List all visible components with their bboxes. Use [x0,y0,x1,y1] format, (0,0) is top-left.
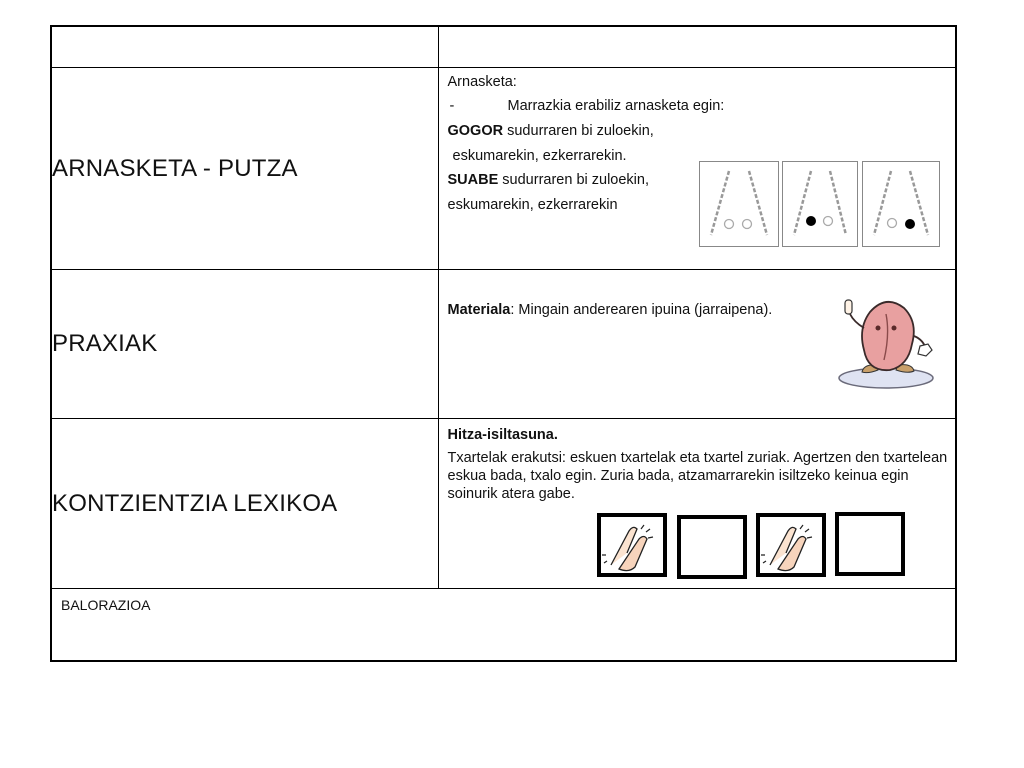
slide-table [50,25,957,662]
arnasketa-line-5 [448,170,650,190]
arnasketa-title: ARNASKETA - PUTZA [51,68,438,270]
kontzientzia-title: KONTZIENTZIA LEXIKOA [51,419,438,589]
header-row [51,26,956,68]
arnasketa-dash: - [449,98,455,114]
suabe-rest: sudurraren bi zuloekin, [498,172,649,188]
header-cell-right [438,26,956,68]
balorazioa-label: BALORAZIOA [61,597,151,613]
balorazioa-cell [51,589,956,662]
arnasketa-line-4: eskumarekin, ezkerrarekin. [452,148,627,164]
nose-left-closed-icon [782,161,858,247]
row-praxiak [51,270,956,419]
row-balorazioa [51,589,956,662]
arnasketa-line-1: Arnasketa: [447,74,517,90]
blank-card [835,512,905,576]
clapping-hands-card [597,513,667,577]
nose-right-closed-icon [862,161,940,247]
gogor-bold: GOGOR [447,123,504,139]
arnasketa-line-6: eskumarekin, ezkerrarekin [447,197,618,213]
clapping-hands-card [756,513,826,577]
nose-both-open-icon [699,161,779,247]
praxiak-title: PRAXIAK [51,270,438,419]
kontzientzia-paragraph: Txartelak erakutsi: eskuen txartelak eta txartel zuriak. Agertzen den txartelean eskua bada, txalo egin. Zuria bada, atzamarrarekin isiltzeko keinua egin soinurik atera gabe. [447,450,948,502]
materiala-bold: Materiala [447,302,511,318]
praxiak-content [438,270,956,419]
arnasketa-line-3 [448,121,654,141]
hitza-heading: Hitza-isiltasuna. [447,427,558,443]
header-cell-left [51,26,438,68]
blank-card [677,515,747,579]
kontzientzia-content [438,419,956,589]
tongue-character-icon [834,288,934,392]
arnasketa-content [438,68,956,270]
row-kontzientzia [51,419,956,589]
row-arnasketa [51,68,956,270]
materiala-line [448,300,773,320]
materiala-rest: : Mingain anderearen ipuina (jarraipena). [510,302,773,318]
gogor-rest: sudurraren bi zuloekin, [503,123,654,139]
suabe-bold: SUABE [447,172,499,188]
arnasketa-line-2: Marrazkia erabiliz arnasketa egin: [507,98,725,114]
